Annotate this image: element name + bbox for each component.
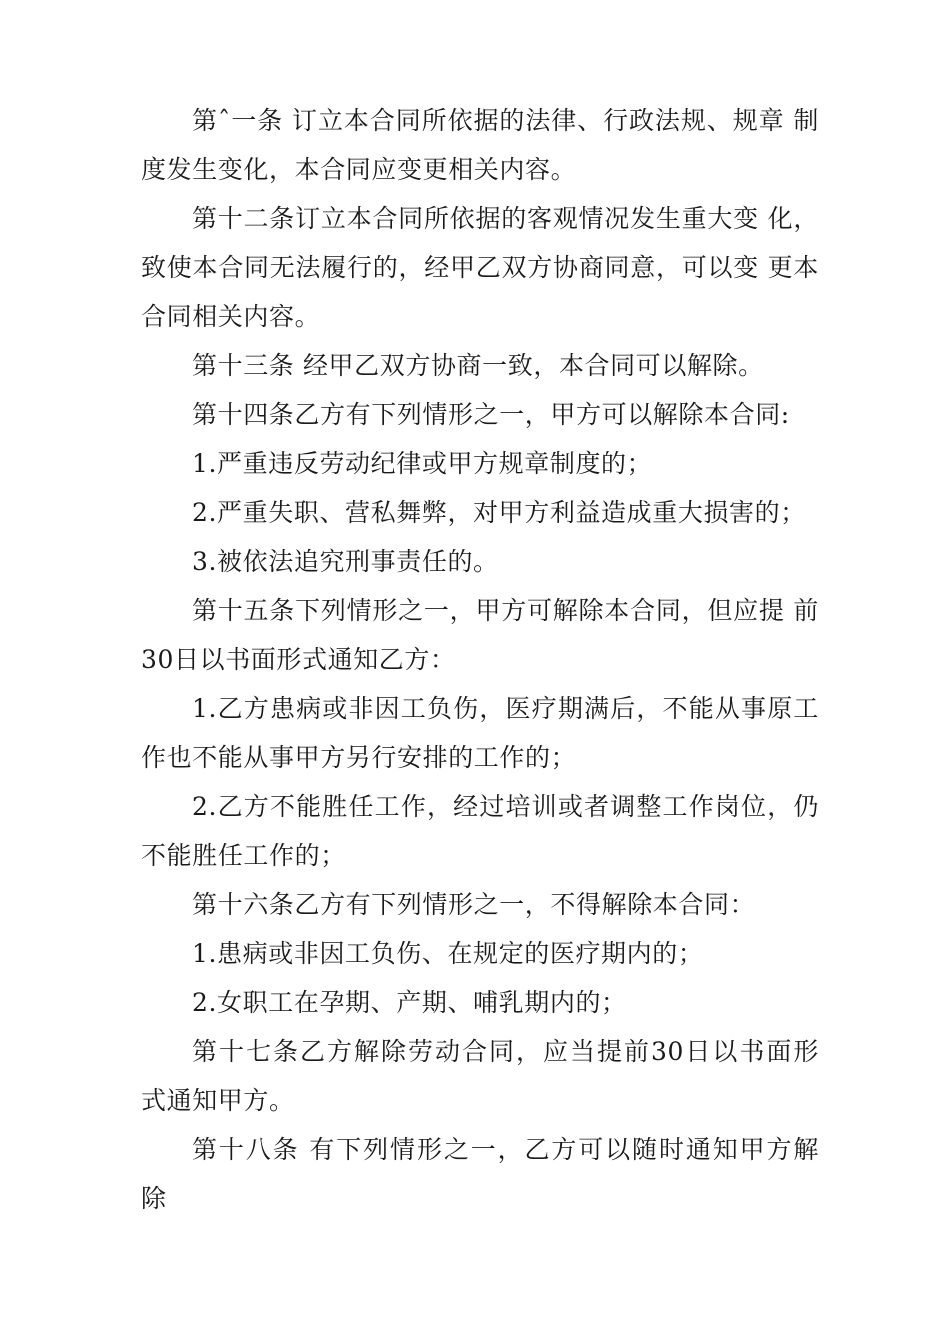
paragraph-article-15: 第十五条下列情形之一，甲方可解除本合同，但应提 前30日以书面形式通知乙方： xyxy=(141,596,819,674)
paragraph-article-17: 第十七条乙方解除劳动合同，应当提前30日以书面形 式通知甲方。 xyxy=(141,1037,828,1115)
list-item-15-1: 1.乙方患病或非因工负伤，医疗期满后，不能从事原工作也不能从事甲方另行安排的工作的； xyxy=(141,694,819,772)
paragraph-article-12: 第十二条订立本合同所依据的客观情况发生重大变 化，致使本合同无法履行的，经甲乙双方协商同意，可以变 更本合同相关内容。 xyxy=(141,204,819,331)
list-item-15-2: 2.乙方不能胜任工作，经过培训或者调整工作岗位，仍不能胜任工作的； xyxy=(141,792,819,870)
paragraph-article-18: 第十八条 有下列情形之一，乙方可以随时通知甲方解 除 xyxy=(141,1135,828,1213)
paragraph-article-13: 第十三条 经甲乙双方协商一致，本合同可以解除。 xyxy=(192,351,764,380)
list-item-14-1: 1.严重违反劳动纪律或甲方规章制度的； xyxy=(192,449,653,478)
paragraph-article-11: 第ˆ一条 订立本合同所依据的法律、行政法规、规章 制度发生变化，本合同应变更相关内容。 xyxy=(141,106,819,184)
list-item-14-2: 2.严重失职、营私舞弊，对甲方利益造成重大损害的； xyxy=(192,498,806,527)
list-item-14-3: 3.被依法追究刑事责任的。 xyxy=(192,547,499,576)
paragraph-article-16: 第十六条乙方有下列情形之一，不得解除本合同： xyxy=(192,890,756,919)
paragraph-article-14: 第十四条乙方有下列情形之一，甲方可以解除本合同: xyxy=(192,400,790,429)
list-item-16-1: 1.患病或非因工负伤、在规定的医疗期内的； xyxy=(192,939,704,968)
list-item-16-2: 2.女职工在孕期、产期、哺乳期内的； xyxy=(192,988,627,1017)
document-body xyxy=(141,96,828,1223)
